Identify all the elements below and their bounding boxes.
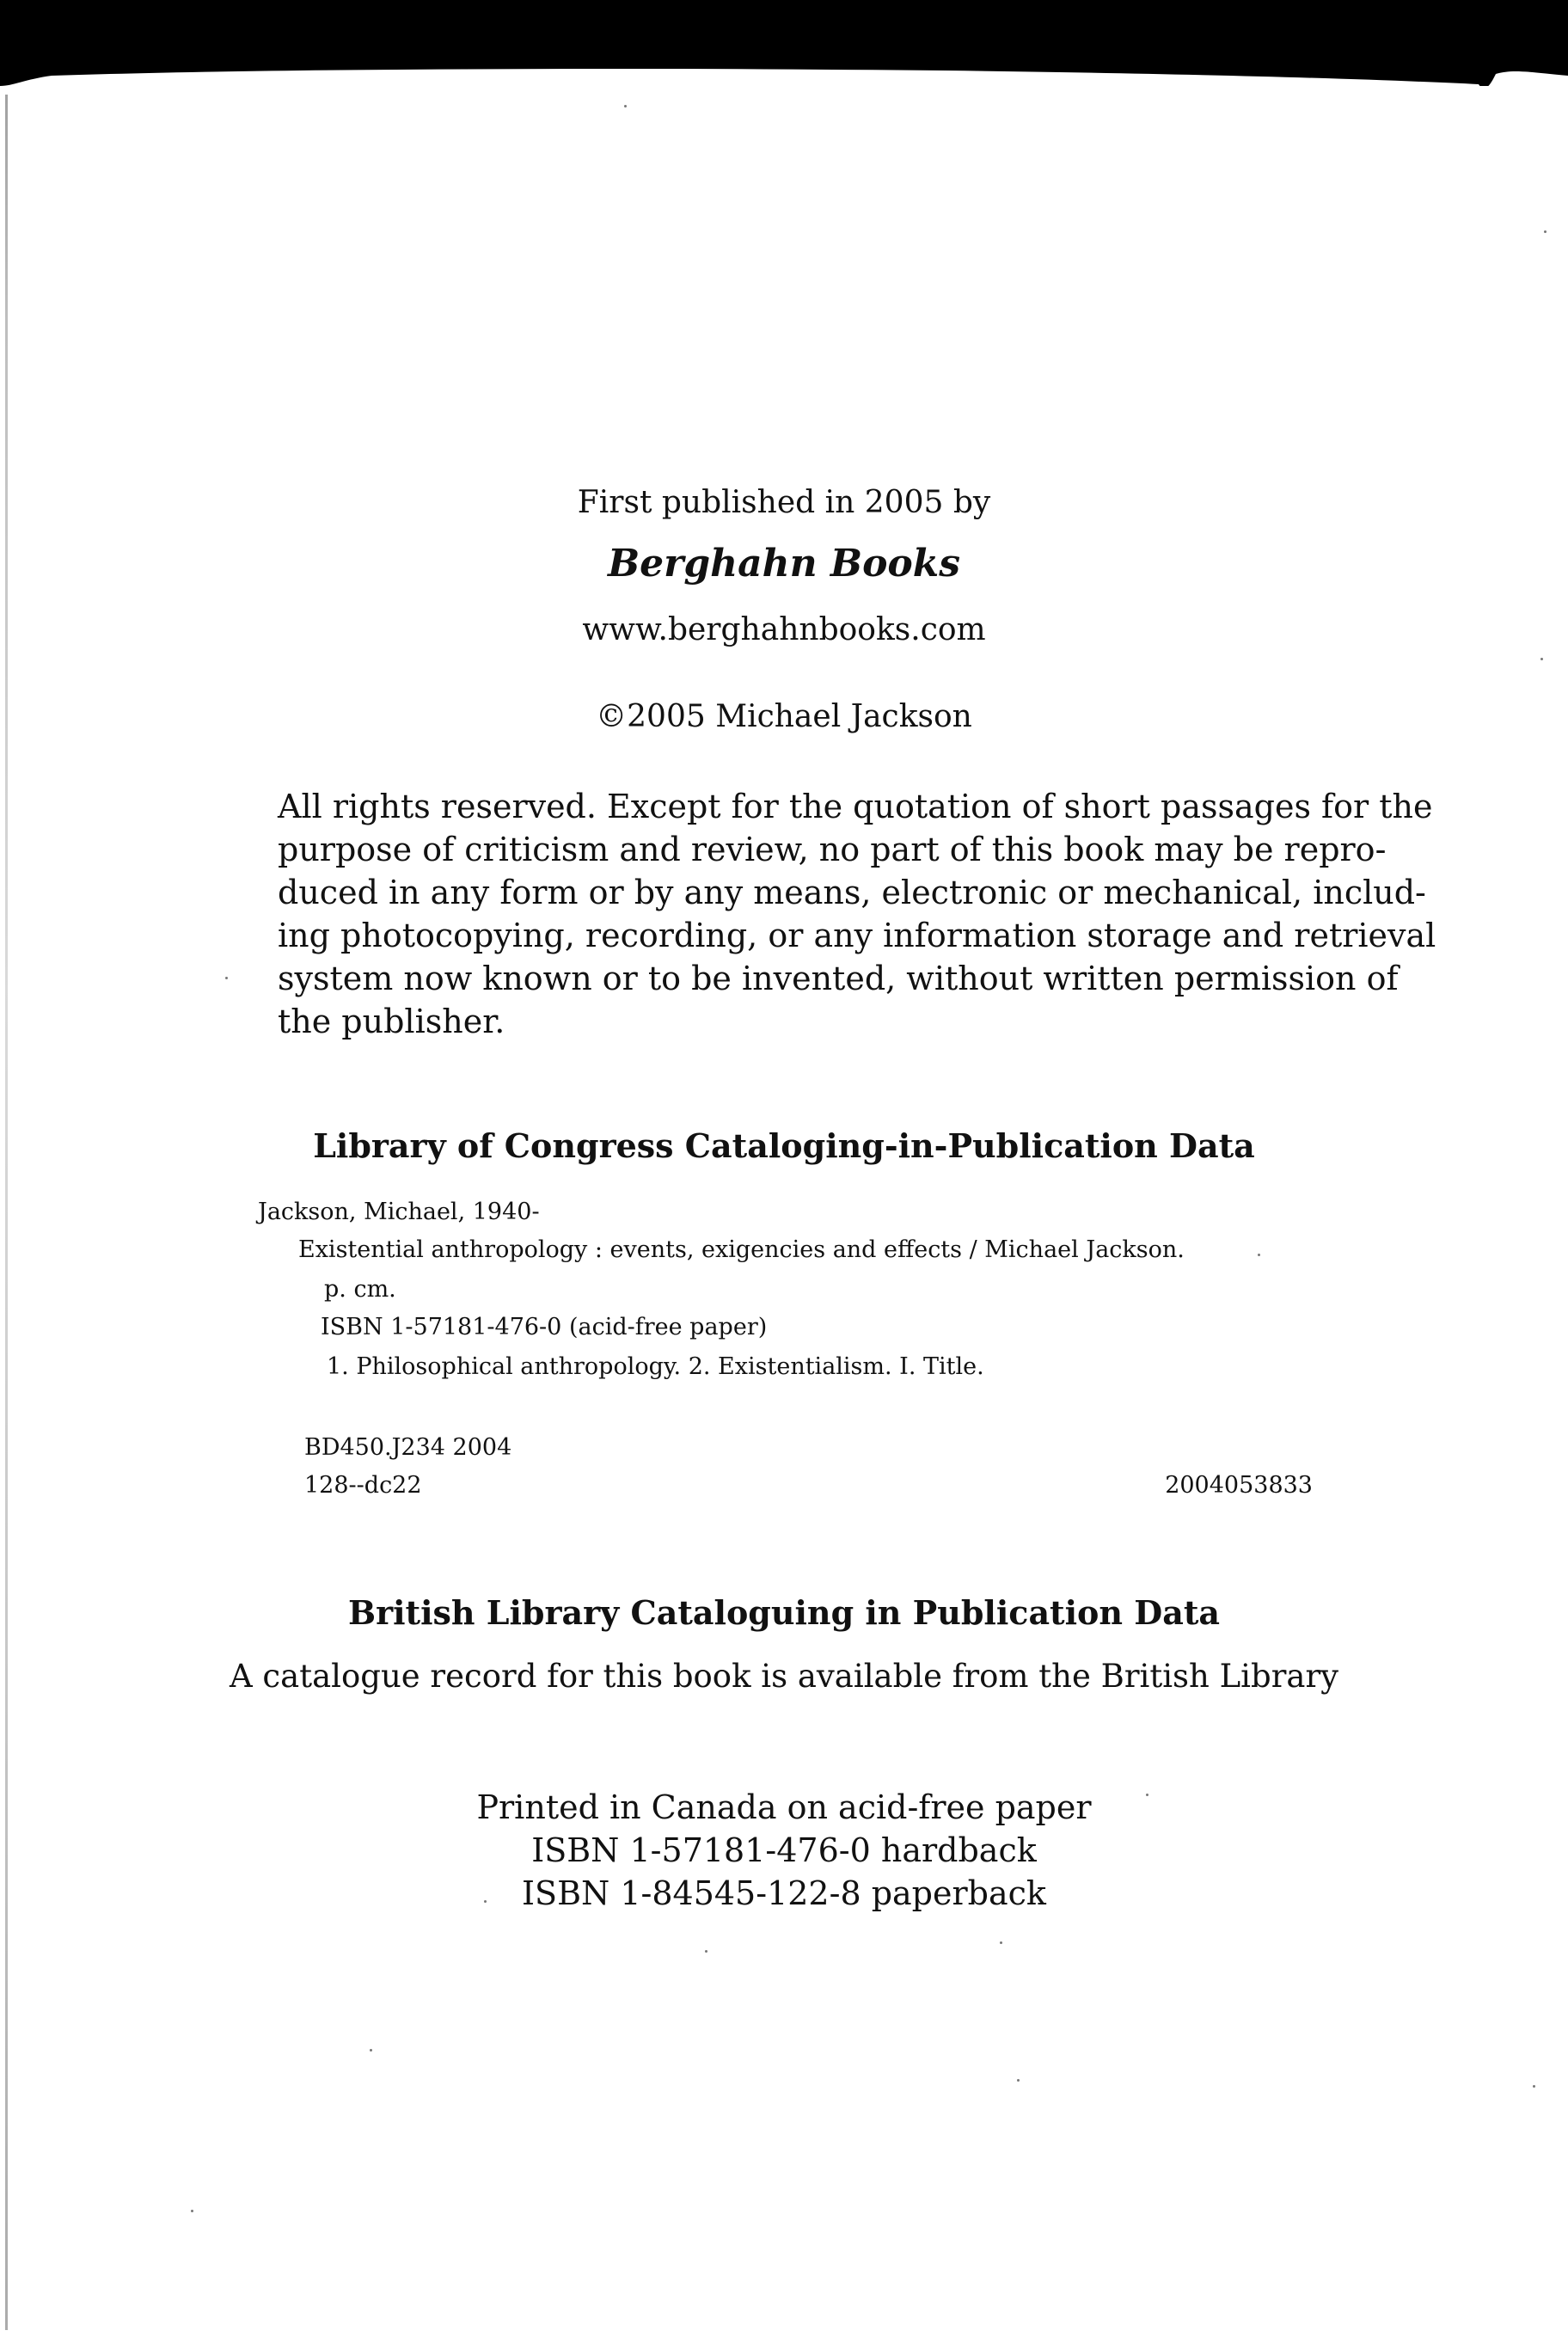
scan-speck	[370, 2049, 372, 2052]
cip-pages: p. cm.	[324, 1276, 396, 1303]
isbn-paperback-line: ISBN 1-84545-122-8 paperback	[522, 1874, 1046, 1912]
scan-speck	[1544, 230, 1547, 233]
printed-in-line: Printed in Canada on acid-free paper	[476, 1788, 1092, 1826]
first-published-line: First published in 2005 by	[577, 485, 991, 520]
cip-author: Jackson, Michael, 1940-	[258, 1199, 540, 1225]
scan-speck	[1258, 1254, 1260, 1256]
rights-line: All rights reserved. Except for the quotation of short passages for the	[278, 788, 1433, 825]
scan-edge-shadow	[0, 0, 1568, 86]
printing-block	[0, 1786, 1568, 1915]
scan-speck	[1000, 1941, 1002, 1944]
rights-line: the publisher.	[278, 1003, 505, 1040]
cip-isbn: ISBN 1-57181-476-0 (acid-free paper)	[321, 1314, 768, 1340]
rights-line: duced in any form or by any means, electronic or mechanical, includ-	[278, 874, 1426, 911]
rights-line: system now known or to be invented, without written permission of	[278, 960, 1399, 997]
publisher-name: Berghahn Books	[607, 542, 961, 586]
cip-subjects: 1. Philosophical anthropology. 2. Existentialism. I. Title.	[327, 1353, 984, 1380]
british-library-heading: British Library Cataloguing in Publication Data	[347, 1593, 1221, 1632]
rights-line: ing photocopying, recording, or any information storage and retrieval	[278, 917, 1436, 954]
rights-line: purpose of criticism and review, no part of this book may be repro-	[278, 831, 1387, 868]
copyright-line: ©2005 Michael Jackson	[596, 699, 972, 734]
cip-lccn: 2004053833	[1165, 1472, 1313, 1499]
cip-title: Existential anthropology : events, exigencies and effects / Michael Jackson.	[298, 1236, 1185, 1263]
loc-heading: Library of Congress Cataloging-in-Publication Data	[313, 1126, 1255, 1165]
scan-speck	[1540, 658, 1543, 660]
scan-speck	[624, 105, 627, 107]
scan-speck	[1017, 2079, 1020, 2082]
cip-dewey: 128--dc22	[304, 1472, 422, 1499]
scan-speck	[705, 1950, 707, 1953]
cip-classification: BD450.J234 2004	[304, 1434, 512, 1461]
rights-paragraph	[278, 785, 1436, 1043]
publisher-website: www.berghahnbooks.com	[582, 612, 986, 647]
page-left-edge	[5, 95, 8, 2330]
isbn-hardback-line: ISBN 1-57181-476-0 hardback	[531, 1831, 1037, 1869]
scan-speck	[1533, 2085, 1535, 2088]
british-library-note: A catalogue record for this book is available from the British Library	[229, 1658, 1339, 1695]
scan-speck	[225, 977, 228, 979]
scan-speck	[191, 2210, 193, 2212]
